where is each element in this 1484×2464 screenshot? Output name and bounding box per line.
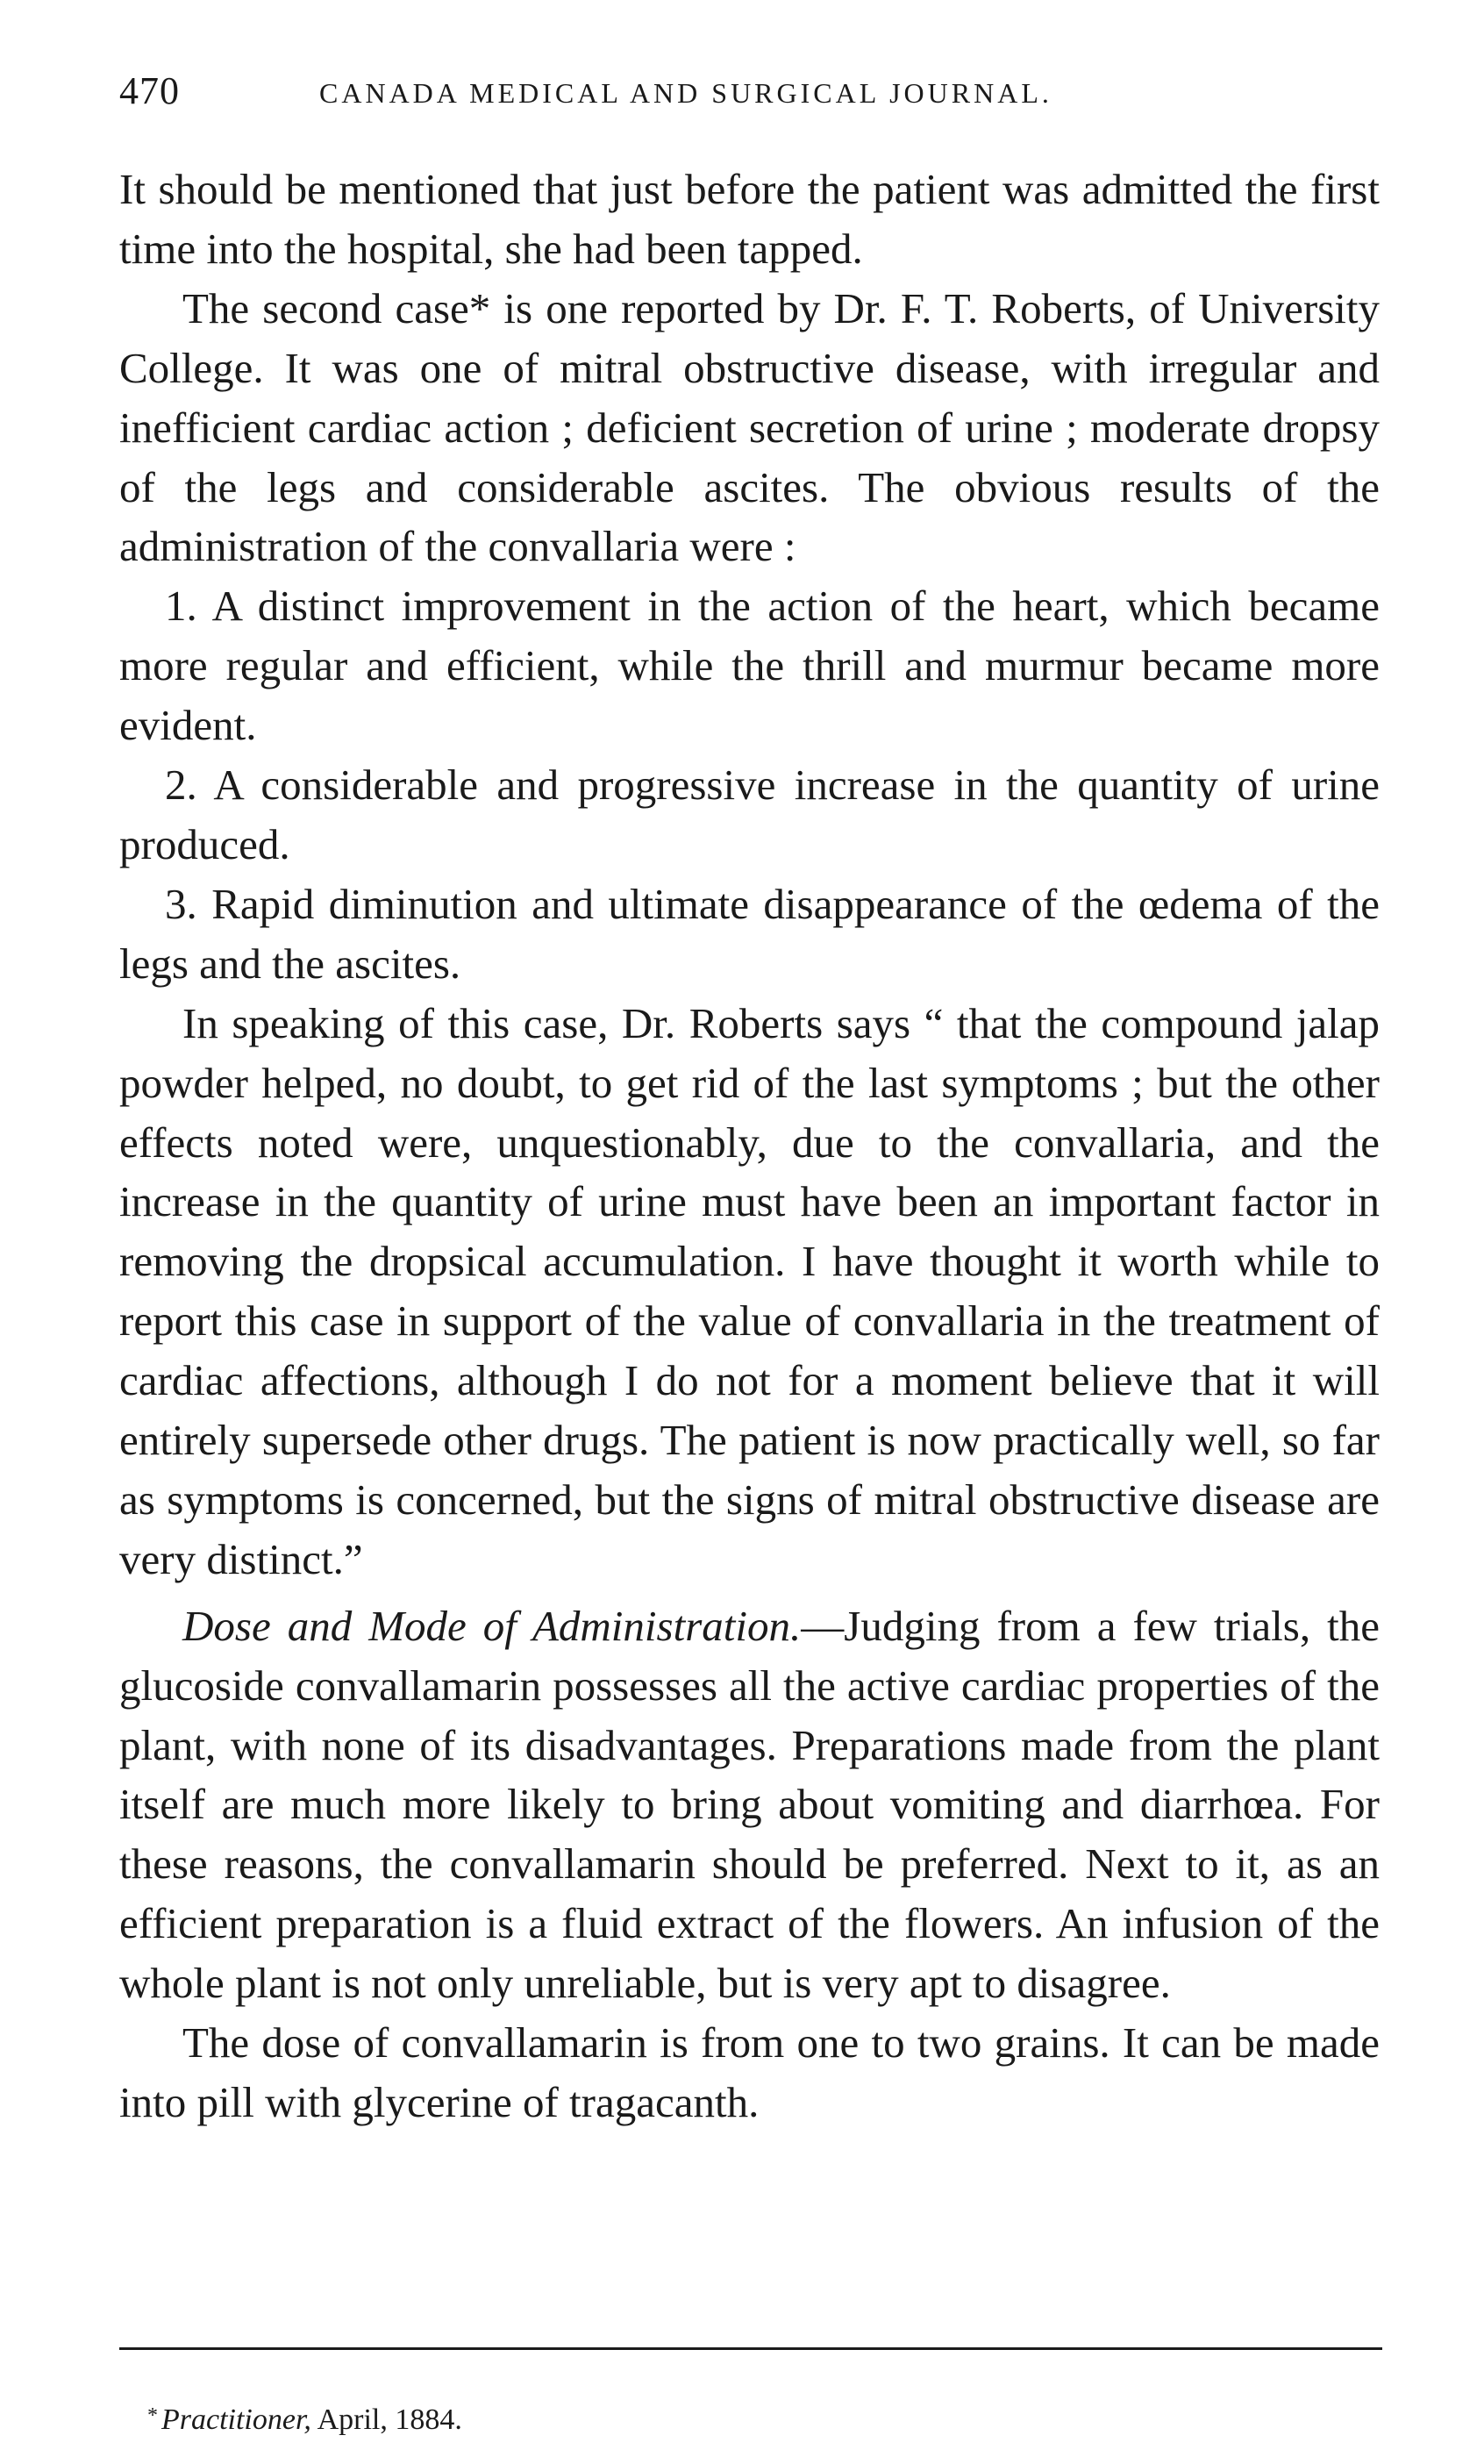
footnote-date: April, 1884. <box>317 2403 462 2436</box>
footnote-source: Practitioner, <box>161 2403 311 2436</box>
running-head: CANADA MEDICAL AND SURGICAL JOURNAL. <box>319 77 1052 109</box>
footnote-marker: * <box>147 2404 158 2427</box>
paragraph-roberts-quote: In speaking of this case, Dr. Roberts says “ that the compound jalap powder helped, no doubt, to get rid of the last symptoms ; but the other effects noted were, unquestionably, due to the convallaria, and the increase in the quantity of urine must have been an important factor in removing the dropsical accumulation. I have thought it worth while to report this case in support of the value of convallaria in the treatment of cardiac affections, although I do not for a moment believe that it will entirely supersede other drugs. The patient is now practically well, so far as symptoms is concerned, but the signs of mitral obstructive disease are very distinct.” <box>119 998 1380 1583</box>
paragraph-dose-mode-text: —Judging from a few trials, the glucoside convallamarin possesses all the active cardiac properties of the plant, with none of its disadvantages. Preparations made from the plant itself are much more likely to bring about vomiting and diarrhœa. For these reasons, the convallamarin should be preferred. Next to it, as an efficient preparation is a fluid extract of the flowers. An infusion of the whole plant is not only unreliable, but is very apt to disagree. <box>119 1601 1380 2008</box>
paragraph-second-case: The second case* is one reported by Dr. F. T. Roberts, of University College. It was one of mitral obstructive disease, with irregular and inefficient cardiac action ; deficient secretion of urine ; moderate dropsy of the legs and considerable ascites. The obvious results of the administration of the convallaria were : <box>119 283 1380 571</box>
paragraph-continued: It should be mentioned that just before the patient was admitted the first time into the hospital, she had been tapped. <box>119 165 1380 273</box>
footnote-divider <box>119 2347 1382 2350</box>
result-item-2: 2. A considerable and progressive increase in the quantity of urine produced. <box>119 761 1380 868</box>
paragraph-dose-mode <box>119 1596 1380 2013</box>
section-heading: Dose and Mode of Administration. <box>182 1601 802 1650</box>
page-header <box>119 68 1382 130</box>
article-body <box>119 160 1380 2132</box>
footnote <box>147 2403 462 2437</box>
page-number: 470 <box>119 69 180 112</box>
result-item-1: 1. A distinct improvement in the action of the heart, which became more regular and efficient, while the thrill and murmur became more evident. <box>119 582 1380 750</box>
paragraph-dose: The dose of convallamarin is from one to two grains. It can be made into pill with glycerine of tragacanth. <box>119 2018 1380 2126</box>
result-item-3: 3. Rapid diminution and ultimate disappearance of the œdema of the legs and the ascites. <box>119 879 1380 988</box>
